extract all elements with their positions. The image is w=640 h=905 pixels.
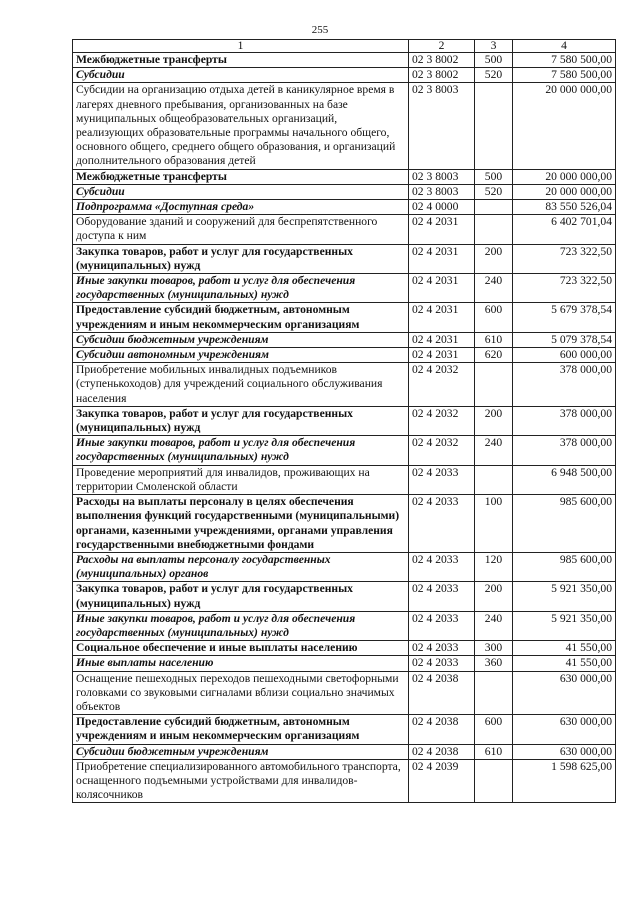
row-amount-cell: 600 000,00 <box>513 348 616 363</box>
row-amount-cell: 6 402 701,04 <box>513 215 616 244</box>
row-name-cell: Иные закупки товаров, работ и услуг для обеспечения государственных (муниципальных) нужд <box>73 436 409 465</box>
table-row <box>73 406 616 435</box>
row-code-cell: 02 4 0000 <box>409 200 475 215</box>
table-row <box>73 465 616 494</box>
row-amount-cell: 20 000 000,00 <box>513 169 616 184</box>
row-type-cell: 240 <box>475 611 513 640</box>
table-row <box>73 744 616 759</box>
row-code-cell: 02 4 2031 <box>409 332 475 347</box>
row-type-cell: 500 <box>475 169 513 184</box>
row-type-cell: 200 <box>475 244 513 273</box>
row-code-cell: 02 4 2033 <box>409 552 475 581</box>
row-name-cell: Субсидии на организацию отдыха детей в каникулярное время в лагерях дневного пребывания, организованных на базе муниципальных общеобразовательных организаций, реализующих образовательные программы начального общего, основного общего, среднего общего образования, и организаций дополнительного образования детей <box>73 83 409 169</box>
row-name-cell: Межбюджетные трансферты <box>73 169 409 184</box>
row-name-cell: Оснащение пешеходных переходов пешеходными светофорными головками со звуковыми сигналами вблизи социально значимых объектов <box>73 671 409 715</box>
row-amount-cell: 630 000,00 <box>513 744 616 759</box>
page-number: 255 <box>311 24 329 36</box>
table-row <box>73 495 616 553</box>
row-name-cell: Приобретение специализированного автомобильного транспорта, оснащенного подъемными устройствами для инвалидов-колясочников <box>73 759 409 803</box>
table-row <box>73 611 616 640</box>
table-row <box>73 332 616 347</box>
row-code-cell: 02 3 8003 <box>409 83 475 169</box>
table-row <box>73 436 616 465</box>
table-row <box>73 552 616 581</box>
row-type-cell <box>475 200 513 215</box>
row-type-cell <box>475 83 513 169</box>
row-code-cell: 02 4 2033 <box>409 465 475 494</box>
row-type-cell: 620 <box>475 348 513 363</box>
row-code-cell: 02 4 2033 <box>409 582 475 611</box>
table-row <box>73 671 616 715</box>
row-name-cell: Иные выплаты населению <box>73 656 409 671</box>
row-code-cell: 02 3 8002 <box>409 68 475 83</box>
row-code-cell: 02 4 2033 <box>409 656 475 671</box>
table-body <box>73 53 616 803</box>
row-type-cell <box>475 759 513 803</box>
row-amount-cell: 378 000,00 <box>513 436 616 465</box>
row-amount-cell: 20 000 000,00 <box>513 184 616 199</box>
row-type-cell: 240 <box>475 436 513 465</box>
row-amount-cell: 5 921 350,00 <box>513 611 616 640</box>
row-type-cell: 200 <box>475 406 513 435</box>
row-amount-cell: 83 550 526,04 <box>513 200 616 215</box>
row-code-cell: 02 4 2032 <box>409 436 475 465</box>
row-type-cell: 200 <box>475 582 513 611</box>
table-row <box>73 715 616 744</box>
row-type-cell: 360 <box>475 656 513 671</box>
row-type-cell: 520 <box>475 184 513 199</box>
row-amount-cell: 7 580 500,00 <box>513 53 616 68</box>
row-name-cell: Проведение мероприятий для инвалидов, проживающих на территории Смоленской области <box>73 465 409 494</box>
row-type-cell <box>475 465 513 494</box>
row-code-cell: 02 3 8003 <box>409 169 475 184</box>
row-type-cell <box>475 671 513 715</box>
row-name-cell: Закупка товаров, работ и услуг для государственных (муниципальных) нужд <box>73 244 409 273</box>
row-amount-cell: 7 580 500,00 <box>513 68 616 83</box>
row-code-cell: 02 4 2032 <box>409 363 475 407</box>
row-code-cell: 02 4 2033 <box>409 611 475 640</box>
row-amount-cell: 41 550,00 <box>513 656 616 671</box>
row-code-cell: 02 3 8003 <box>409 184 475 199</box>
row-code-cell: 02 4 2031 <box>409 244 475 273</box>
table-row <box>73 53 616 68</box>
row-code-cell: 02 4 2033 <box>409 641 475 656</box>
table-row <box>73 200 616 215</box>
row-code-cell: 02 4 2039 <box>409 759 475 803</box>
row-name-cell: Закупка товаров, работ и услуг для государственных (муниципальных) нужд <box>73 582 409 611</box>
row-amount-cell: 630 000,00 <box>513 715 616 744</box>
row-name-cell: Расходы на выплаты персоналу в целях обеспечения выполнения функций государственными (муниципальными) органами, казенными учреждениями, органами управления государственными внебюджетными фондами <box>73 495 409 553</box>
row-amount-cell: 378 000,00 <box>513 406 616 435</box>
row-type-cell: 300 <box>475 641 513 656</box>
row-type-cell: 610 <box>475 744 513 759</box>
row-name-cell: Оборудование зданий и сооружений для беспрепятственного доступа к ним <box>73 215 409 244</box>
row-type-cell: 520 <box>475 68 513 83</box>
row-amount-cell: 6 948 500,00 <box>513 465 616 494</box>
row-code-cell: 02 4 2031 <box>409 348 475 363</box>
table-row <box>73 303 616 332</box>
table-row <box>73 363 616 407</box>
row-type-cell: 610 <box>475 332 513 347</box>
row-amount-cell: 5 079 378,54 <box>513 332 616 347</box>
row-type-cell: 120 <box>475 552 513 581</box>
row-amount-cell: 723 322,50 <box>513 244 616 273</box>
row-name-cell: Субсидии автономным учреждениям <box>73 348 409 363</box>
row-amount-cell: 985 600,00 <box>513 552 616 581</box>
budget-table <box>72 39 616 803</box>
table-row <box>73 348 616 363</box>
row-code-cell: 02 4 2038 <box>409 744 475 759</box>
row-amount-cell: 985 600,00 <box>513 495 616 553</box>
row-name-cell: Предоставление субсидий бюджетным, автономным учреждениям и иным некоммерческим организациям <box>73 303 409 332</box>
row-name-cell: Межбюджетные трансферты <box>73 53 409 68</box>
row-amount-cell: 20 000 000,00 <box>513 83 616 169</box>
column-header: 3 <box>475 40 513 53</box>
row-code-cell: 02 4 2031 <box>409 303 475 332</box>
row-amount-cell: 41 550,00 <box>513 641 616 656</box>
row-name-cell: Подпрограмма «Доступная среда» <box>73 200 409 215</box>
row-name-cell: Иные закупки товаров, работ и услуг для обеспечения государственных (муниципальных) нужд <box>73 611 409 640</box>
row-type-cell: 100 <box>475 495 513 553</box>
table-header-row <box>73 40 616 53</box>
table-row <box>73 656 616 671</box>
row-name-cell: Закупка товаров, работ и услуг для государственных (муниципальных) нужд <box>73 406 409 435</box>
table-row <box>73 169 616 184</box>
row-code-cell: 02 4 2038 <box>409 715 475 744</box>
row-code-cell: 02 4 2031 <box>409 274 475 303</box>
table-row <box>73 68 616 83</box>
row-name-cell: Предоставление субсидий бюджетным, автономным учреждениям и иным некоммерческим организациям <box>73 715 409 744</box>
row-name-cell: Субсидии <box>73 184 409 199</box>
row-type-cell <box>475 363 513 407</box>
row-name-cell: Расходы на выплаты персоналу государственных (муниципальных) органов <box>73 552 409 581</box>
row-code-cell: 02 4 2033 <box>409 495 475 553</box>
row-name-cell: Приобретение мобильных инвалидных подъемников (ступенькоходов) для учреждений социального обслуживания населения <box>73 363 409 407</box>
row-code-cell: 02 4 2032 <box>409 406 475 435</box>
table-row <box>73 641 616 656</box>
table-row <box>73 215 616 244</box>
row-amount-cell: 1 598 625,00 <box>513 759 616 803</box>
table-row <box>73 244 616 273</box>
row-amount-cell: 723 322,50 <box>513 274 616 303</box>
row-name-cell: Субсидии бюджетным учреждениям <box>73 744 409 759</box>
row-amount-cell: 630 000,00 <box>513 671 616 715</box>
column-header: 2 <box>409 40 475 53</box>
column-header: 4 <box>513 40 616 53</box>
table-row <box>73 582 616 611</box>
row-type-cell: 600 <box>475 303 513 332</box>
row-name-cell: Субсидии <box>73 68 409 83</box>
row-name-cell: Социальное обеспечение и иные выплаты населению <box>73 641 409 656</box>
row-type-cell <box>475 215 513 244</box>
row-amount-cell: 5 679 378,54 <box>513 303 616 332</box>
row-amount-cell: 378 000,00 <box>513 363 616 407</box>
table-row <box>73 83 616 169</box>
row-type-cell: 240 <box>475 274 513 303</box>
row-type-cell: 600 <box>475 715 513 744</box>
row-code-cell: 02 3 8002 <box>409 53 475 68</box>
column-header: 1 <box>73 40 409 53</box>
row-amount-cell: 5 921 350,00 <box>513 582 616 611</box>
row-code-cell: 02 4 2038 <box>409 671 475 715</box>
row-name-cell: Иные закупки товаров, работ и услуг для обеспечения государственных (муниципальных) нужд <box>73 274 409 303</box>
table-row <box>73 274 616 303</box>
row-code-cell: 02 4 2031 <box>409 215 475 244</box>
table-row <box>73 184 616 199</box>
row-name-cell: Субсидии бюджетным учреждениям <box>73 332 409 347</box>
row-type-cell: 500 <box>475 53 513 68</box>
table-row <box>73 759 616 803</box>
